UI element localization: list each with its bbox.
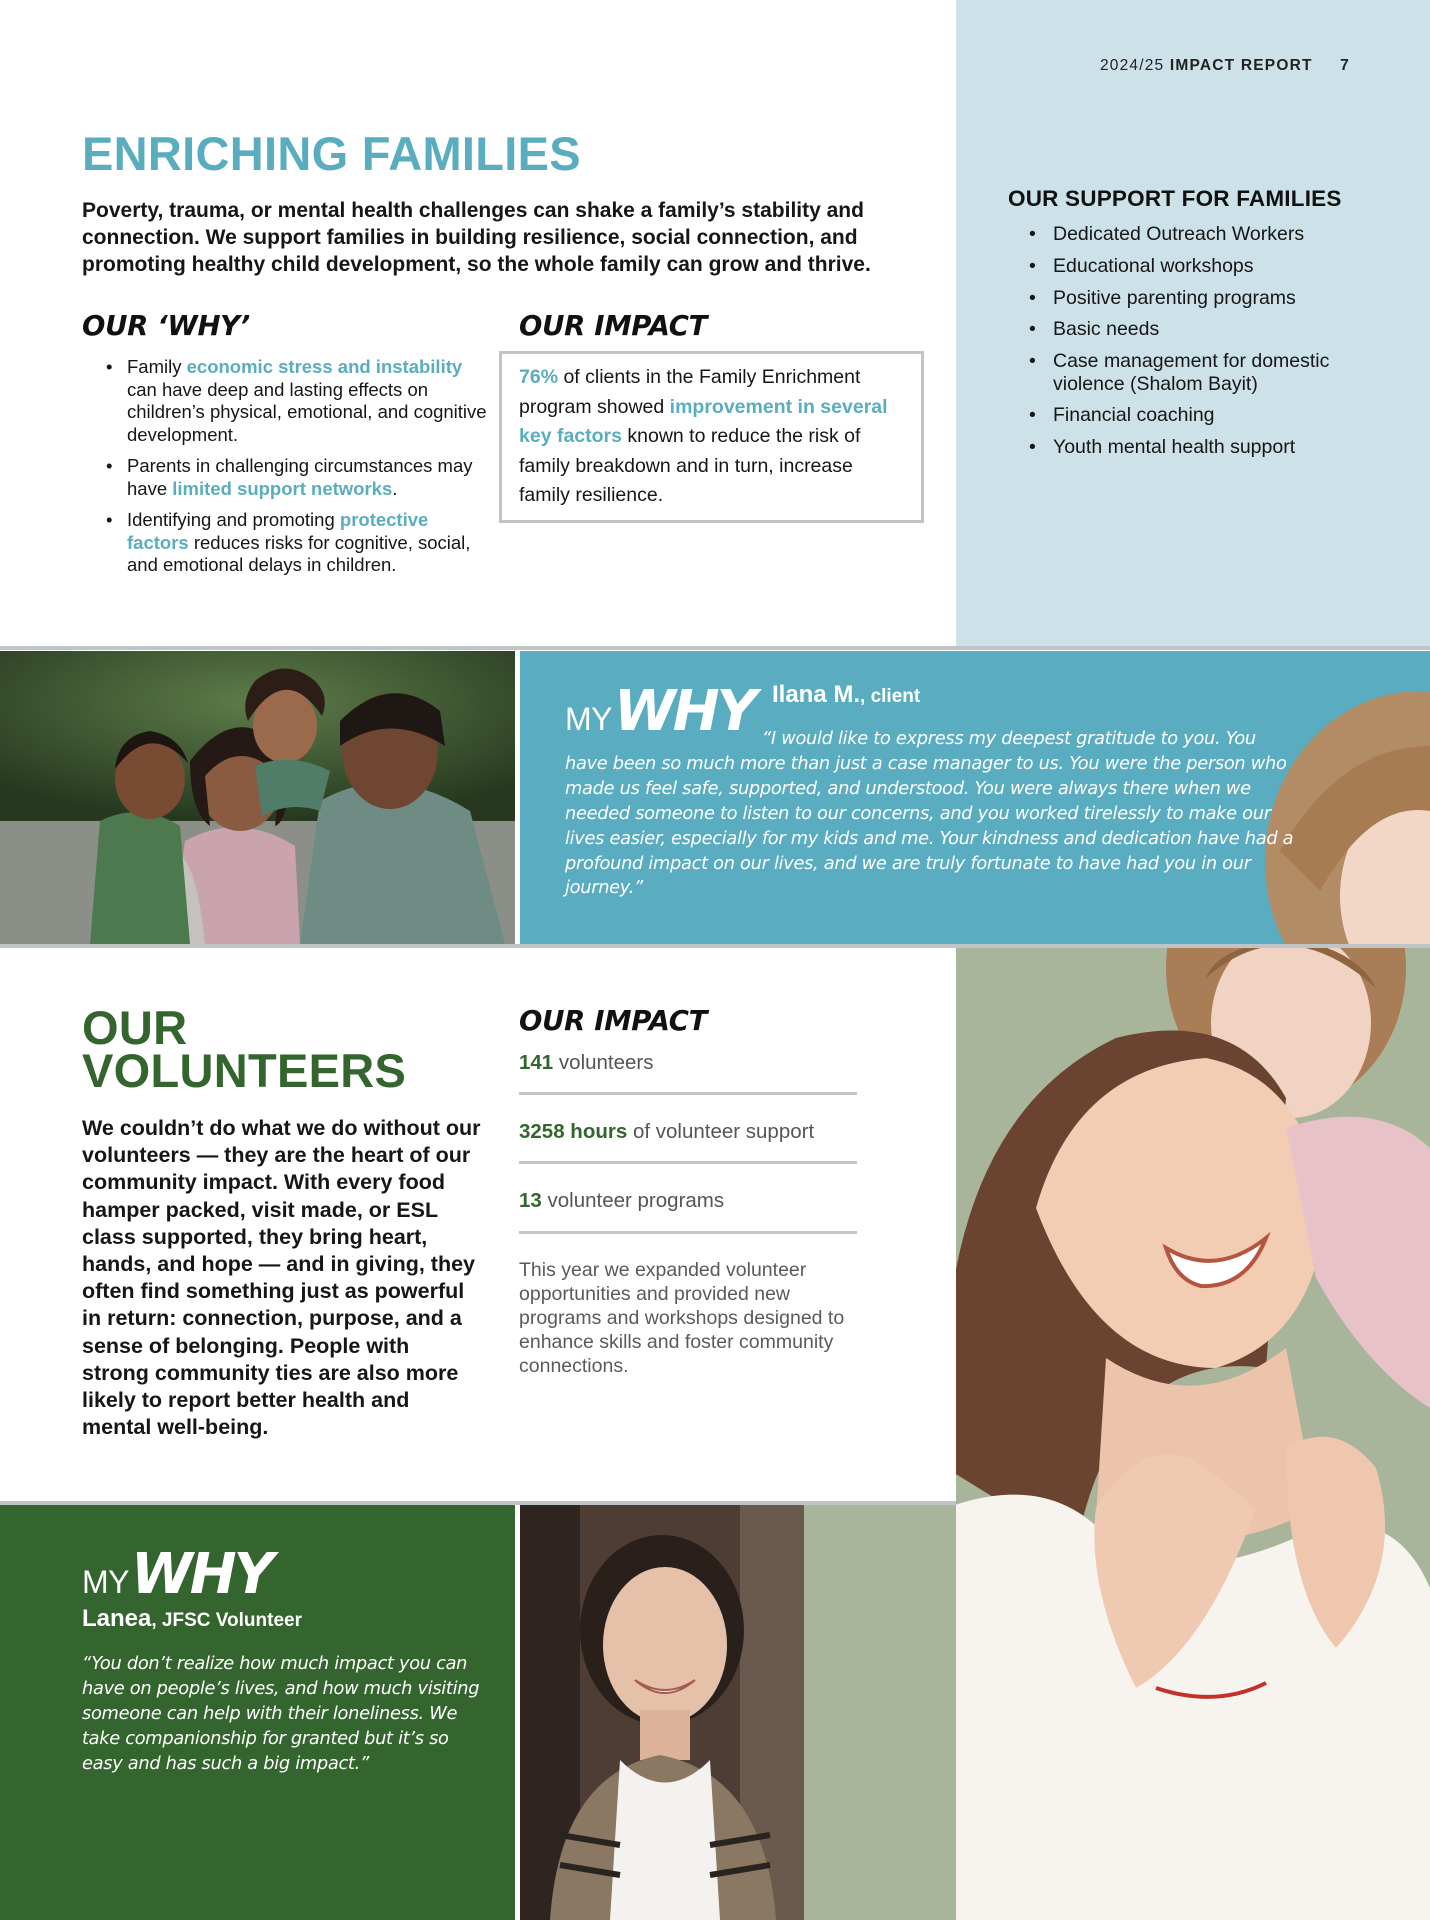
author-role: , JFSC Volunteer	[151, 1610, 302, 1631]
support-item: • Dedicated Outreach Workers	[1026, 223, 1366, 246]
my-word: MY	[82, 1564, 129, 1600]
volunteers-body: We couldn’t do what we do without our volunteers — they are the heart of our community impact. With every food hamper packed, visit made, or ESL class supported, they bring heart, hands, and hope — and in giving, they often find something just as powerful in return: connection, purpose, and a sense of belonging. People with strong community ties are also more likely to report better health and mental well-being.	[82, 1116, 481, 1440]
page-number: 7	[1340, 57, 1350, 74]
stat-label: volunteer programs	[541, 1189, 725, 1212]
why-highlight: limited support networks	[172, 477, 393, 499]
why-highlight: protective factors	[127, 509, 429, 553]
report-label: IMPACT REPORT	[1169, 57, 1313, 74]
family-impact-callout: 76% of clients in the Family Enrichment program showed improvement in several key factors known to reduce the risk of family breakdown and in turn, increase family resilience.	[499, 351, 924, 523]
report-year: 2024/25	[1099, 57, 1165, 74]
why-item: • Family economic stress and instability can have deep and lasting effects on children’s physical, emotional, and cognitive development.	[100, 356, 490, 446]
author-role: , client	[860, 686, 921, 707]
families-intro: Poverty, trauma, or mental health challenges can shake a family’s stability and connection. We support families in building resilience, social connection, and promoting healthy child development, so the whole family can grow and thrive.	[82, 199, 871, 276]
stat-divider	[519, 1231, 857, 1234]
impact-highlight: improvement in several key factors	[519, 395, 888, 447]
testimonial-author	[772, 681, 920, 709]
our-impact-heading-volunteers: OUR IMPACT	[519, 1005, 708, 1037]
family-photo	[0, 651, 515, 944]
our-why-heading: OUR ‘WHY’	[82, 310, 250, 342]
volunteer-stat-hours	[519, 1120, 857, 1144]
support-item: • Case management for domestic violence (Shalom Bayit)	[1026, 350, 1366, 395]
volunteer-testimonial-panel	[0, 1505, 515, 1920]
mother-daughter-photo	[956, 948, 1430, 1920]
support-list	[1026, 223, 1366, 468]
testimonial-author	[82, 1605, 302, 1633]
stat-number: 141	[519, 1051, 554, 1074]
my-why-logo	[82, 1542, 271, 1607]
why-word: WHY	[131, 1542, 272, 1607]
my-word: MY	[565, 701, 612, 737]
divider-line	[0, 646, 1430, 650]
support-heading: OUR SUPPORT FOR FAMILIES	[1008, 186, 1342, 211]
stat-number: 3258 hours	[519, 1120, 628, 1143]
why-item: • Identifying and promoting protective factors reduces risks for cognitive, social, and emotional delays in children.	[100, 509, 490, 577]
support-item: • Basic needs	[1026, 318, 1366, 341]
stat-number: 13	[519, 1189, 542, 1212]
support-item: • Positive parenting programs	[1026, 287, 1366, 310]
section-title-enriching-families: ENRICHING FAMILIES	[82, 127, 581, 180]
stat-label: volunteers	[553, 1051, 654, 1074]
volunteer-stat-programs	[519, 1189, 857, 1213]
stat-divider	[519, 1161, 857, 1164]
stat-divider	[519, 1092, 857, 1095]
why-item: • Parents in challenging circumstances may have limited support networks.	[100, 455, 490, 500]
client-quote: “I would like to express my deepest gratitude to you. You have been so much more than just a case manager to us. You were the person who made us feel safe, supported, and understood. You were always there when we needed someone to listen to our concerns, and you worked tirelessly to make our lives easier, especially for my kids and me. Your kindness and dedication have had a profound impact on our lives, and we are truly fortunate to have had you in our journey.”	[565, 728, 1294, 899]
our-impact-heading-families: OUR IMPACT	[519, 310, 708, 342]
volunteer-expansion-note: This year we expanded volunteer opportunities and provided new programs and workshops designed to enhance skills and foster community connections.	[519, 1259, 845, 1377]
volunteer-portrait-photo	[520, 1505, 804, 1920]
stat-label: of volunteer support	[627, 1120, 815, 1143]
impact-stat: 76%	[519, 366, 559, 388]
volunteer-stat-count	[519, 1051, 857, 1075]
client-testimonial-band	[520, 651, 1430, 944]
support-item: • Financial coaching	[1026, 404, 1366, 427]
section-title-our-volunteers: OUR VOLUNTEERS	[82, 1001, 407, 1097]
why-list	[100, 356, 490, 586]
support-item: • Youth mental health support	[1026, 436, 1366, 459]
why-word: WHY	[614, 679, 755, 744]
why-highlight: economic stress and instability	[186, 356, 463, 377]
author-name: Lanea	[82, 1605, 152, 1632]
sage-background-block	[804, 1505, 956, 1920]
author-name: Ilana M.	[772, 681, 861, 708]
support-item: • Educational workshops	[1026, 255, 1366, 278]
volunteer-quote: “You don’t realize how much impact you can have on people’s lives, and how much visiting someone can help with their loneliness. We take companionship for granted but it’s so easy and has such a big impact.”	[82, 1653, 480, 1774]
report-header	[1100, 57, 1350, 75]
